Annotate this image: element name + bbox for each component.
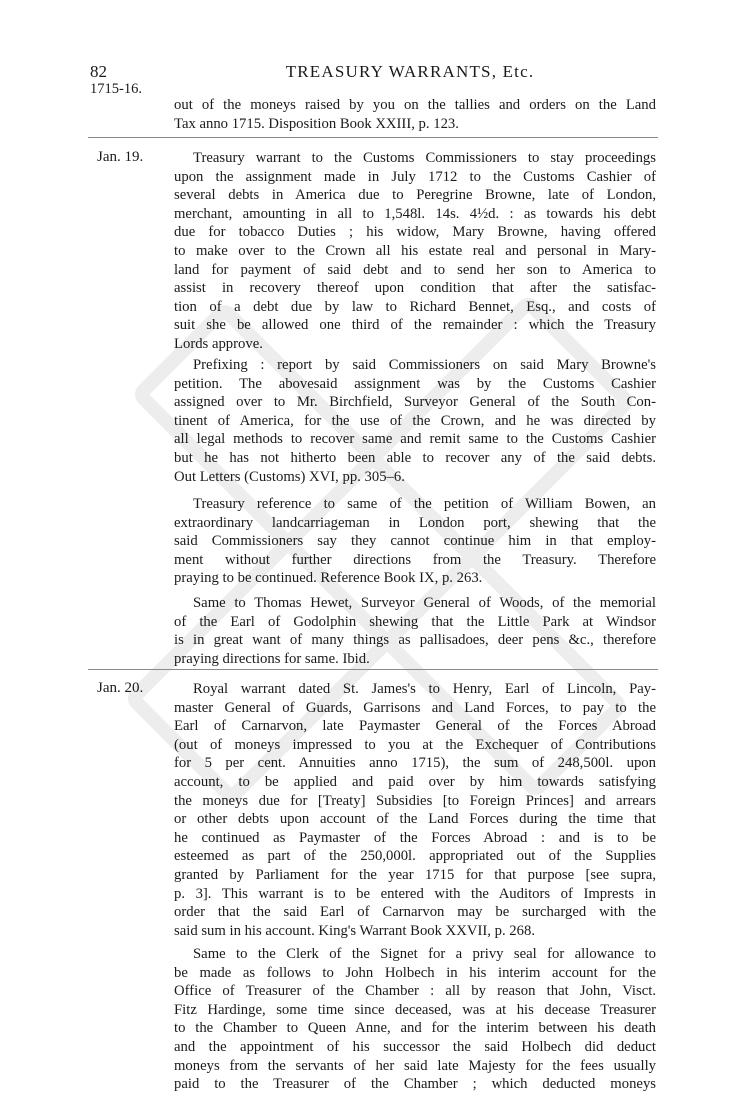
text-line: due for tobacco Duties ; his widow, Mary Browne, having offered xyxy=(174,224,656,241)
text-line: Treasury warrant to the Customs Commissioners to stay proceedings xyxy=(193,150,656,166)
text-line: he continued as Paymaster of the Forces Abroad : and is to be xyxy=(174,829,656,846)
text-line: Treasury reference to same of the petition of William Bowen, an xyxy=(193,496,656,512)
text-line: (out of moneys impressed to you at the Exchequer of Contributions xyxy=(174,736,656,753)
paragraph-bowen-petition xyxy=(174,495,656,588)
text-line: or other debts upon account of the Land Forces during the time that xyxy=(174,811,656,828)
text-line: several debts in America due to Peregrine Browne, late of London, xyxy=(174,187,656,204)
text-line: petition. The abovesaid assignment was by the Customs Cashier xyxy=(174,375,656,392)
text-line: Lords approve. xyxy=(174,335,263,352)
text-line: to the Chamber to Queen Anne, and for the interim between his death xyxy=(174,1020,656,1037)
section-divider xyxy=(88,669,658,670)
text-line: tinent of America, for the use of the Crown, and he was directed by xyxy=(174,412,656,429)
text-line: account, to be applied and paid over by him towards satisfying xyxy=(174,773,656,790)
text-line: but he has not hitherto been able to recover any of the said debts. xyxy=(174,449,656,466)
text-line: upon the assignment made in July 1712 to the Customs Cashier of xyxy=(174,168,656,185)
text-line: extraordinary landcarriageman in London port, shewing that the xyxy=(174,514,656,531)
text-line: Fitz Hardinge, some time since deceased, was at his decease Treasurer xyxy=(174,1001,656,1018)
text-line: suit she be allowed one third of the remainder : which the Treasury xyxy=(174,317,656,334)
text-line: of the Earl of Godolphin shewing that the Little Park at Windsor xyxy=(174,613,656,630)
text-line: the moneys due for [Treaty] Subsidies [to Foreign Princes] and arrears xyxy=(174,792,656,809)
text-line: Prefixing : report by said Commissioners on said Mary Browne's xyxy=(193,357,656,373)
text-line: Earl of Carnarvon, late Paymaster General of the Forces Abroad xyxy=(174,718,656,735)
paragraph-royal-warrant xyxy=(174,680,656,940)
text-line: order that the said Earl of Carnarvon may be surcharged with the xyxy=(174,904,656,921)
text-line: ment without further directions from the Treasury. Therefore xyxy=(174,551,656,568)
running-head: TREASURY WARRANTS, Etc. xyxy=(285,62,535,81)
year-range: 1715-16. xyxy=(90,81,142,97)
text-line: granted by Parliament for the year 1715 for that purpose [see supra, xyxy=(174,866,656,883)
text-line: said Commissioners say they cannot continue him in that employ- xyxy=(174,533,656,550)
entry-date: Jan. 20. xyxy=(97,680,144,696)
paragraph-privy-seal xyxy=(174,945,656,1094)
text-line: merchant, amounting in all to 1,548l. 14s. 4½d. : as towards his debt xyxy=(174,205,656,222)
text-line: assist in recovery thereof upon condition that after the satisfac- xyxy=(174,280,656,297)
text-line: is in great want of many things as pallisadoes, deer pens &c., therefore xyxy=(174,632,656,649)
text-line: Royal warrant dated St. James's to Henry, Earl of Lincoln, Pay- xyxy=(193,681,656,697)
text-line: assigned over to Mr. Birchfield, Surveyor General of the South Con- xyxy=(174,394,656,411)
text-line: master General of Guards, Garrisons and Land Forces, to pay to the xyxy=(174,699,656,716)
text-line: land for payment of said debt and to send her son to America to xyxy=(174,261,656,278)
text-line: to make over to the Crown all his estate real and personal in Mary- xyxy=(174,242,656,259)
text-line: paid to the Treasurer of the Chamber ; which deducted moneys xyxy=(174,1076,656,1093)
text-line: said sum in his account. King's Warrant Book XXVII, p. 268. xyxy=(174,922,535,939)
text-line: Same to the Clerk of the Signet for a privy seal for allowance to xyxy=(193,946,656,962)
paragraph-customs-warrant xyxy=(174,149,656,354)
text-line: Office of Treasurer of the Chamber : all by reason that John, Visct. xyxy=(174,983,656,1000)
text-line: for 5 per cent. Annuities anno 1715), the sum of 248,500l. upon xyxy=(174,755,656,772)
paragraph-continuation xyxy=(174,96,656,133)
text-line: moneys from the servants of her said late Majesty for the fees usually xyxy=(174,1057,656,1074)
page-number: 82 xyxy=(90,62,107,81)
paragraph-prefixing xyxy=(174,356,656,486)
entry-date: Jan. 19. xyxy=(97,149,144,165)
text-line: and the appointment of his successor the said Holbech did deduct xyxy=(174,1038,656,1055)
text-line: Out Letters (Customs) XVI, pp. 305–6. xyxy=(174,468,405,485)
section-divider xyxy=(88,137,658,138)
paragraph-hewet-memorial xyxy=(174,594,656,668)
text-line: esteemed as part of the 250,000l. appropriated out of the Supplies xyxy=(174,848,656,865)
text-line: tion of a debt due by law to Richard Bennet, Esq., and costs of xyxy=(174,298,656,315)
text-line: be made as follows to John Holbech in his interim account for the xyxy=(174,964,656,981)
text-line: Same to Thomas Hewet, Surveyor General of Woods, of the memorial xyxy=(193,595,656,611)
text-line: p. 3]. This warrant is to be entered with the Auditors of Imprests in xyxy=(174,885,656,902)
text-line: all legal methods to recover same and remit same to the Customs Cashier xyxy=(174,431,656,448)
text-line: praying directions for same. Ibid. xyxy=(174,650,370,667)
text-line: Tax anno 1715. Disposition Book XXIII, p. 123. xyxy=(174,115,459,132)
text-line: out of the moneys raised by you on the tallies and orders on the Land xyxy=(174,97,656,113)
text-line: praying to be continued. Reference Book IX, p. 263. xyxy=(174,570,483,587)
